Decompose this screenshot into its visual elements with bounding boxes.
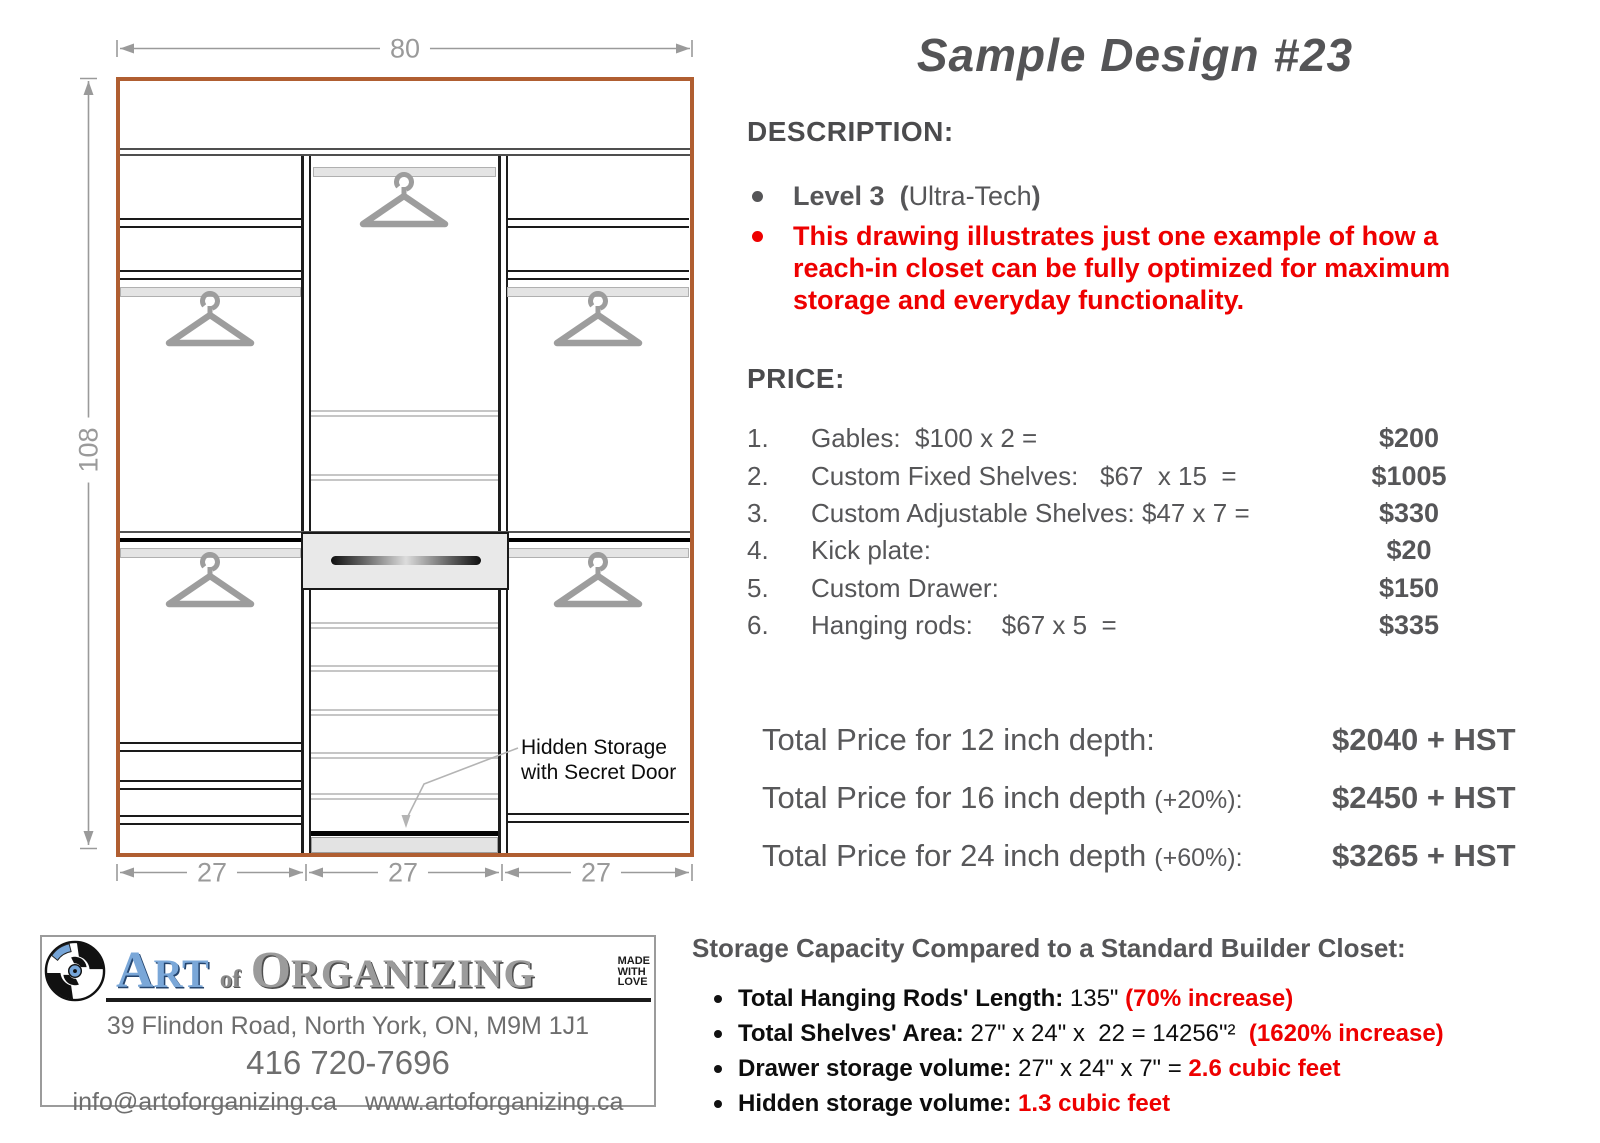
adjustable-shelf [311,793,498,800]
dim-section-label: 27 [378,858,428,889]
storage-label: Hidden storage volume: [738,1090,1012,1117]
list-item [752,220,1532,316]
page-title: Sample Design #23 [916,29,1354,81]
price-row-number: 3. [747,497,769,528]
total-label: Total Price for 12 inch depth: [762,722,1155,757]
dim-width-label: 80 [380,34,430,65]
price-row-label: Custom Fixed Shelves: $67 x 15 = [811,460,1237,491]
company-links [42,1088,654,1117]
price-row-amount: $20 [1386,535,1432,566]
storage-row [714,1016,1594,1051]
dim-height-label: 108 [74,417,105,482]
secret-door-shelf [311,831,498,836]
wordmark-letter: A [116,942,154,999]
drawer [301,532,509,590]
wordmark-letters: RT [153,951,210,996]
level-close: ) [1031,181,1041,211]
annotation-line: with Secret Door [521,761,677,784]
adjustable-shelf [311,410,498,417]
description-heading: DESCRIPTION: [747,116,954,147]
gable-left [301,156,311,853]
storage-label: Total Shelves' Area: [738,1020,964,1047]
level-text [793,180,1041,213]
price-row [747,570,1491,607]
wordmark-of: of [219,966,241,993]
storage-heading: Storage Capacity Compared to a Standard Builder Closet: [692,933,1406,963]
hanger-icon [550,552,646,610]
total-amount: $2450 + HST [1332,780,1516,815]
storage-value: 27" x 24" x 7" = [1011,1055,1189,1082]
total-amount: $2040 + HST [1332,722,1516,757]
total-note: (+20%): [1154,786,1243,814]
total-row [762,780,1514,816]
total-label: Total Price for 16 inch depth [762,780,1147,815]
dim-section-label: 27 [187,858,237,889]
price-list [747,420,1491,644]
storage-row [714,981,1594,1016]
total-row [762,722,1514,758]
price-row-label: Gables: $100 x 2 = [811,423,1038,454]
price-heading: PRICE: [747,363,845,394]
price-row-number: 6. [747,610,769,641]
bullet-icon [714,1065,722,1073]
bullet-icon [752,191,763,202]
price-row-number: 4. [747,535,769,566]
shelf [120,780,301,790]
hanger-icon [550,291,646,349]
price-row-number: 5. [747,572,769,603]
shelf [507,270,689,280]
company-address: 39 Flindon Road, North York, ON, M9M 1J1 [106,1012,590,1040]
price-row-amount: $150 [1378,572,1440,603]
company-logo-icon [44,940,106,1002]
price-row-amount: $1005 [1371,460,1447,491]
adjustable-shelf [311,665,498,672]
shelf [120,270,301,280]
bullet-icon [714,995,722,1003]
storage-highlight: (1620% increase) [1248,1020,1444,1047]
total-amount: $3265 + HST [1332,838,1516,873]
storage-highlight: (70% increase) [1125,985,1294,1012]
storage-value: 27" x 24" x 22 = 14256"² [963,1020,1249,1047]
company-contact [42,1007,654,1117]
description-note-line: This drawing illustrates just one example of how a [793,221,1439,251]
hanger-icon [356,172,452,230]
company-wordmark [116,941,536,999]
hanger-icon [162,291,258,349]
storage-highlight: 2.6 cubic feet [1188,1055,1341,1082]
tagline-line: WITH [617,965,646,978]
dim-section-label: 27 [571,858,621,889]
description-bullets [752,180,1532,316]
company-phone: 416 720-7696 [246,1044,450,1081]
hanger-icon [162,552,258,610]
total-row [762,838,1514,874]
kick-plate [311,837,498,853]
total-label: Total Price for 24 inch depth [762,838,1147,873]
shelf [120,218,301,228]
adjustable-shelf [311,709,498,716]
gable-right [498,156,508,853]
price-row-label: Hanging rods: $67 x 5 = [811,610,1117,641]
storage-row [714,1051,1594,1086]
price-row-number: 1. [747,423,769,454]
description-note-line: reach-in closet can be fully optimized for maximum [793,253,1451,283]
tagline [618,956,650,988]
shelf [120,742,301,752]
storage-label: Drawer storage volume: [738,1055,1012,1082]
bullet-icon [714,1030,722,1038]
adjustable-shelf [311,622,498,629]
price-row-amount: $335 [1378,610,1440,641]
company-card [40,935,656,1116]
closet-drawing [0,0,730,910]
level-label: Level 3 ( [793,181,909,211]
price-row-number: 2. [747,460,769,491]
storage-row [714,1086,1594,1121]
price-row-label: Custom Adjustable Shelves: $47 x 7 = [811,497,1250,528]
price-row-amount: $200 [1378,423,1440,454]
annotation-line: Hidden Storage [521,736,667,759]
price-row-label: Custom Drawer: [811,572,999,603]
adjustable-shelf [311,474,498,481]
shelf [507,813,689,823]
price-row-amount: $330 [1378,497,1440,528]
adjustable-shelf [311,752,498,759]
totals-list [762,722,1514,896]
shelf [507,218,689,228]
hidden-storage-annotation [521,735,676,785]
company-email: info@artoforganizing.ca [72,1088,337,1116]
tagline-line: LOVE [617,976,648,988]
price-row [747,607,1491,644]
list-item [752,180,1532,213]
storage-value: 135" [1063,985,1126,1012]
shelf [120,148,690,156]
price-row [747,457,1491,494]
company-website: www.artoforganizing.ca [364,1088,624,1116]
tagline-line: MADE [617,955,650,967]
storage-list [714,981,1594,1121]
storage-label: Total Hanging Rods' Length: [738,985,1064,1012]
price-row [747,532,1491,569]
description-note [793,220,1450,316]
bullet-icon [752,231,763,242]
level-detail: Ultra-Tech [908,181,1032,211]
shelf [120,815,301,825]
description-note-line: storage and everyday functionality. [793,285,1245,315]
drawer-handle-icon [331,556,481,565]
price-row [747,420,1491,457]
price-row-label: Kick plate: [811,535,931,566]
wordmark-letter: O [250,942,292,999]
total-note: (+60%): [1154,844,1243,872]
bullet-icon [714,1100,722,1108]
storage-highlight: 1.3 cubic feet [1018,1090,1171,1117]
wordmark-letters: RGANIZING [291,951,536,996]
price-row [747,495,1491,532]
